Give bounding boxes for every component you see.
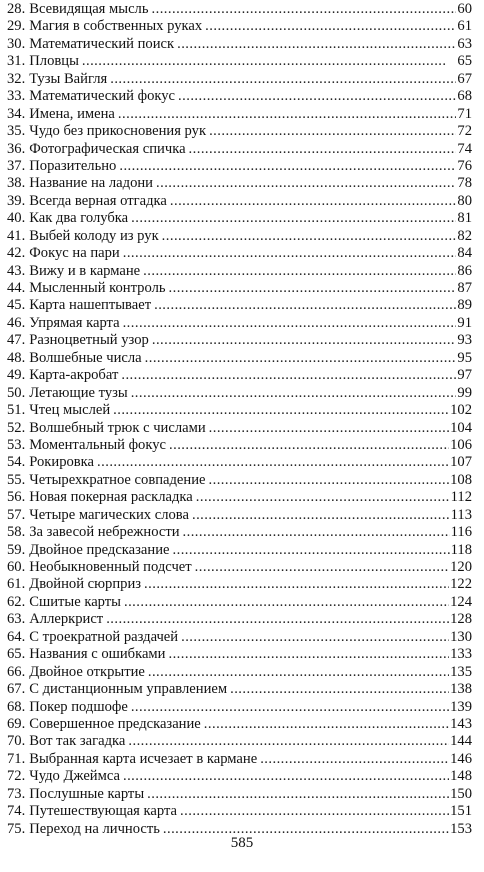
dot-leader	[177, 36, 456, 53]
dot-leader	[152, 332, 457, 349]
dot-leader	[162, 228, 457, 245]
toc-entry	[7, 228, 472, 245]
toc-entry-number: 31.	[7, 53, 26, 70]
toc-entry-title: Чудо Джеймса	[29, 768, 120, 785]
toc-entry-page: 61	[457, 18, 472, 35]
toc-entry-page: 122	[450, 576, 472, 593]
toc-entry-page: 93	[457, 332, 472, 349]
toc-entry-page: 108	[450, 471, 472, 488]
toc-entry-page: 84	[457, 245, 472, 262]
toc-entry	[7, 646, 472, 663]
toc-entry-title: Сшитые карты	[29, 593, 121, 610]
dot-leader	[156, 175, 456, 192]
toc-entry-page: 74	[457, 140, 472, 157]
toc-entry	[7, 611, 472, 628]
toc-entry-number: 46.	[7, 314, 26, 331]
toc-entry-title: Моментальный фокус	[29, 436, 166, 453]
toc-entry	[7, 88, 472, 105]
toc-entry	[7, 297, 472, 314]
toc-entry-number: 73.	[7, 785, 26, 802]
toc-entry-number: 72.	[7, 768, 26, 785]
toc-entry-title: Совершенное предсказание	[29, 715, 201, 732]
toc-entry-number: 59.	[7, 541, 26, 558]
toc-entry	[7, 420, 472, 437]
toc-entry-number: 63.	[7, 611, 26, 628]
toc-entry-title: Название на ладони	[29, 175, 153, 192]
toc-entry	[7, 454, 472, 471]
dot-leader	[173, 542, 450, 559]
toc-entry-number: 43.	[7, 262, 26, 279]
toc-entry	[7, 559, 472, 576]
toc-entry	[7, 332, 472, 349]
toc-entry	[7, 106, 472, 123]
dot-leader	[189, 141, 457, 158]
toc-entry-number: 36.	[7, 140, 26, 157]
toc-entry-title: Всевидящая мысль	[29, 1, 149, 17]
toc-entry	[7, 210, 472, 227]
page-number: 585	[230, 835, 254, 851]
dot-leader	[124, 594, 449, 611]
toc-entry	[7, 803, 472, 820]
toc-entry-page: 86	[457, 262, 472, 279]
toc-entry-page: 116	[450, 524, 472, 541]
toc-entry	[7, 681, 472, 698]
toc-entry-title: Послушные карты	[29, 785, 145, 802]
toc-entry	[7, 768, 472, 785]
toc-entry-number: 45.	[7, 297, 26, 314]
toc-entry-title: Фокус на пари	[29, 245, 120, 262]
toc-entry-page: 112	[450, 489, 472, 506]
toc-entry-page: 80	[457, 192, 472, 209]
toc-entry-title: Необыкновенный подсчет	[29, 559, 192, 575]
dot-leader	[183, 524, 450, 541]
toc-entry	[7, 576, 472, 593]
toc-entry	[7, 733, 472, 750]
dot-leader	[113, 402, 449, 419]
dot-leader	[118, 106, 457, 123]
toc-entry-number: 66.	[7, 663, 26, 680]
toc-entry-title: Летающие тузы	[29, 384, 128, 401]
toc-entry-page: 144	[450, 733, 472, 750]
toc-entry-page: 102	[450, 402, 472, 419]
toc-entry-title: Волшебные числа	[29, 349, 142, 366]
toc-entry	[7, 786, 472, 803]
toc-entry-page: 139	[450, 698, 472, 715]
dot-leader	[106, 611, 449, 628]
toc-entry-title: Разноцветный узор	[29, 332, 149, 349]
toc-entry-title: Имена, имена	[29, 105, 115, 122]
toc-entry-page: 128	[450, 611, 472, 628]
dot-leader	[230, 681, 449, 698]
dot-leader	[144, 576, 449, 593]
toc-entry-page: 124	[450, 593, 472, 610]
toc-entry-page: 104	[450, 419, 472, 436]
dot-leader	[148, 664, 449, 681]
toc-entry-title: С дистанционным управлением	[29, 681, 228, 698]
toc-entry-number: 61.	[7, 576, 26, 593]
toc-entry-number: 69.	[7, 715, 26, 732]
toc-entry-title: Аллеркрист	[29, 611, 104, 628]
dot-leader	[82, 53, 457, 70]
toc-entry-title: Как два голубка	[29, 210, 129, 227]
toc-entry-page: 135	[450, 663, 472, 680]
dot-leader	[169, 280, 457, 297]
toc-entry-number: 44.	[7, 280, 26, 296]
toc-entry-title: Названия с ошибками	[29, 646, 166, 663]
toc-entry-title: Вижу и в кармане	[29, 262, 141, 279]
toc-entry	[7, 175, 472, 192]
toc-entry-page: 99	[457, 384, 472, 401]
toc-entry-title: За завесой небрежности	[29, 524, 180, 541]
dot-leader	[152, 1, 457, 18]
toc-entry-number: 64.	[7, 628, 26, 645]
dot-leader	[123, 245, 457, 262]
toc-entry-number: 75.	[7, 820, 26, 837]
toc-entry-number: 60.	[7, 559, 26, 575]
dot-leader	[195, 559, 449, 576]
toc-entry-page: 150	[450, 785, 472, 802]
toc-entry-number: 41.	[7, 227, 26, 244]
dot-leader	[121, 367, 456, 384]
toc-entry-page: 118	[450, 541, 472, 558]
dot-leader	[196, 489, 450, 506]
dot-leader	[209, 123, 456, 140]
toc-entry-page: 113	[450, 506, 472, 523]
dot-leader	[204, 716, 449, 733]
toc-entry	[7, 158, 472, 175]
toc-entry	[7, 53, 472, 70]
toc-entry-page: 78	[457, 175, 472, 192]
toc-entry-title: Двойной сюрприз	[29, 576, 142, 593]
toc-entry	[7, 594, 472, 611]
toc-entry	[7, 315, 472, 332]
toc-entry-title: Карта нашептывает	[29, 297, 152, 314]
toc-entry-title: Двойное предсказание	[29, 541, 170, 558]
toc-entry-page: 120	[450, 559, 472, 575]
dot-leader	[128, 733, 449, 750]
toc-entry-number: 67.	[7, 681, 26, 698]
toc-entry-number: 42.	[7, 245, 26, 262]
toc-entry-page: 143	[450, 715, 472, 732]
toc-entry-number: 37.	[7, 157, 26, 174]
dot-leader	[123, 768, 449, 785]
toc-entry-title: Рокировка	[29, 454, 95, 471]
toc-entry-number: 33.	[7, 88, 26, 105]
dot-leader	[192, 507, 450, 524]
toc-entry-title: Покер подшофе	[29, 698, 128, 715]
dot-leader	[169, 437, 449, 454]
toc-entry-title: Магия в собственных руках	[29, 18, 203, 35]
toc-entry-page: 107	[450, 454, 472, 471]
toc-entry-number: 32.	[7, 70, 26, 87]
toc-entry	[7, 629, 472, 646]
toc-entry	[7, 350, 472, 367]
dot-leader	[123, 315, 457, 332]
toc-entry-number: 54.	[7, 454, 26, 471]
toc-entry-page: 153	[450, 820, 472, 837]
toc-entry	[7, 699, 472, 716]
toc-entry-number: 48.	[7, 349, 26, 366]
toc-entry-number: 30.	[7, 35, 26, 52]
dot-leader	[154, 297, 456, 314]
toc-entry-number: 34.	[7, 105, 26, 122]
toc-entry-title: Новая покерная раскладка	[29, 489, 193, 506]
toc-entry-number: 74.	[7, 803, 26, 820]
toc-entry	[7, 367, 472, 384]
toc-entry-title: Чудо без прикосновения рук	[29, 123, 207, 140]
dot-leader	[181, 629, 449, 646]
toc-entry-number: 57.	[7, 506, 26, 523]
toc-entry-title: С троекратной раздачей	[29, 628, 179, 645]
dot-leader	[168, 646, 449, 663]
toc-entry-page: 91	[457, 314, 472, 331]
toc-entry-number: 53.	[7, 436, 26, 453]
toc-entry-title: Четырехкратное совпадение	[29, 471, 206, 488]
dot-leader	[131, 210, 456, 227]
table-of-contents	[7, 1, 472, 838]
dot-leader	[209, 472, 450, 489]
toc-entry	[7, 193, 472, 210]
toc-entry-page: 138	[450, 681, 472, 698]
toc-entry-number: 70.	[7, 733, 26, 750]
toc-entry	[7, 472, 472, 489]
toc-entry	[7, 141, 472, 158]
toc-entry-page: 68	[457, 88, 472, 105]
toc-entry	[7, 385, 472, 402]
toc-entry	[7, 123, 472, 140]
toc-entry	[7, 542, 472, 559]
toc-entry	[7, 36, 472, 53]
toc-entry-title: Двойное открытие	[29, 663, 145, 680]
dot-leader	[260, 751, 449, 768]
toc-entry-title: Карта-акробат	[29, 367, 119, 384]
toc-entry-title: Вот так загадка	[29, 733, 126, 750]
dot-leader	[119, 158, 456, 175]
toc-entry-number: 40.	[7, 210, 26, 227]
toc-entry-page: 133	[450, 646, 472, 663]
toc-entry	[7, 507, 472, 524]
toc-entry-number: 29.	[7, 18, 26, 35]
dot-leader	[131, 385, 457, 402]
dot-leader	[170, 193, 457, 210]
toc-entry-title: Математический поиск	[29, 35, 175, 52]
toc-entry-page: 97	[457, 367, 472, 384]
dot-leader	[147, 786, 449, 803]
toc-entry-page: 148	[450, 768, 472, 785]
toc-entry-page: 95	[457, 349, 472, 366]
toc-entry-number: 65.	[7, 646, 26, 663]
toc-entry-title: Тузы Вайгля	[29, 70, 108, 87]
toc-entry-title: Поразительно	[29, 157, 117, 174]
toc-entry	[7, 71, 472, 88]
toc-entry	[7, 1, 472, 18]
toc-entry-title: Упрямая карта	[29, 314, 120, 331]
toc-entry-number: 68.	[7, 698, 26, 715]
toc-entry-page: 87	[457, 280, 472, 296]
toc-entry-number: 47.	[7, 332, 26, 349]
toc-entry-title: Всегда верная отгадка	[29, 192, 167, 209]
toc-entry-number: 28.	[7, 1, 26, 17]
dot-leader	[131, 699, 449, 716]
dot-leader	[143, 263, 456, 280]
toc-entry	[7, 245, 472, 262]
toc-entry-title: Мысленный контроль	[29, 280, 166, 296]
toc-entry-number: 62.	[7, 593, 26, 610]
toc-entry-page: 71	[457, 105, 472, 122]
toc-entry-page: 72	[457, 123, 472, 140]
toc-entry-number: 56.	[7, 489, 26, 506]
toc-entry	[7, 437, 472, 454]
toc-entry-number: 49.	[7, 367, 26, 384]
toc-entry-number: 71.	[7, 750, 26, 767]
toc-entry-number: 58.	[7, 524, 26, 541]
toc-entry-title: Четыре магических слова	[29, 506, 189, 523]
toc-entry-page: 76	[457, 157, 472, 174]
dot-leader	[209, 420, 449, 437]
toc-entry-title: Чтец мыслей	[29, 402, 111, 419]
toc-entry-number: 39.	[7, 192, 26, 209]
toc-entry	[7, 751, 472, 768]
toc-entry-title: Волшебный трюк с числами	[29, 419, 206, 436]
toc-entry-page: 82	[457, 227, 472, 244]
toc-entry-number: 35.	[7, 123, 26, 140]
toc-entry	[7, 489, 472, 506]
dot-leader	[178, 88, 456, 105]
toc-entry-number: 51.	[7, 402, 26, 419]
toc-entry-page: 89	[457, 297, 472, 314]
toc-entry-number: 55.	[7, 471, 26, 488]
toc-entry-title: Путешествующая карта	[29, 803, 178, 820]
toc-entry-title: Пловцы	[29, 53, 79, 70]
toc-entry-title: Математический фокус	[29, 88, 176, 105]
toc-entry-title: Фотографическая спичка	[29, 140, 186, 157]
toc-entry-page: 65	[457, 53, 472, 70]
toc-entry-page: 60	[457, 1, 472, 17]
toc-entry-title: Выбранная карта исчезает в кармане	[29, 750, 258, 767]
toc-entry-page: 106	[450, 436, 472, 453]
toc-entry-page: 67	[457, 70, 472, 87]
toc-entry	[7, 664, 472, 681]
toc-entry-number: 38.	[7, 175, 26, 192]
toc-entry-number: 50.	[7, 384, 26, 401]
toc-entry-page: 63	[457, 35, 472, 52]
dot-leader	[205, 18, 456, 35]
toc-entry-page: 151	[450, 803, 472, 820]
dot-leader	[180, 803, 449, 820]
toc-entry	[7, 263, 472, 280]
toc-entry-title: Выбей колоду из рук	[29, 227, 159, 244]
toc-entry-number: 52.	[7, 419, 26, 436]
toc-entry	[7, 18, 472, 35]
toc-entry-page: 130	[450, 628, 472, 645]
dot-leader	[110, 71, 456, 88]
toc-entry	[7, 280, 472, 297]
toc-entry	[7, 402, 472, 419]
toc-entry-page: 146	[450, 750, 472, 767]
dot-leader	[145, 350, 457, 367]
dot-leader	[97, 454, 449, 471]
toc-entry	[7, 716, 472, 733]
toc-entry-title: Переход на личность	[29, 820, 160, 837]
toc-entry-page: 81	[457, 210, 472, 227]
toc-entry	[7, 524, 472, 541]
